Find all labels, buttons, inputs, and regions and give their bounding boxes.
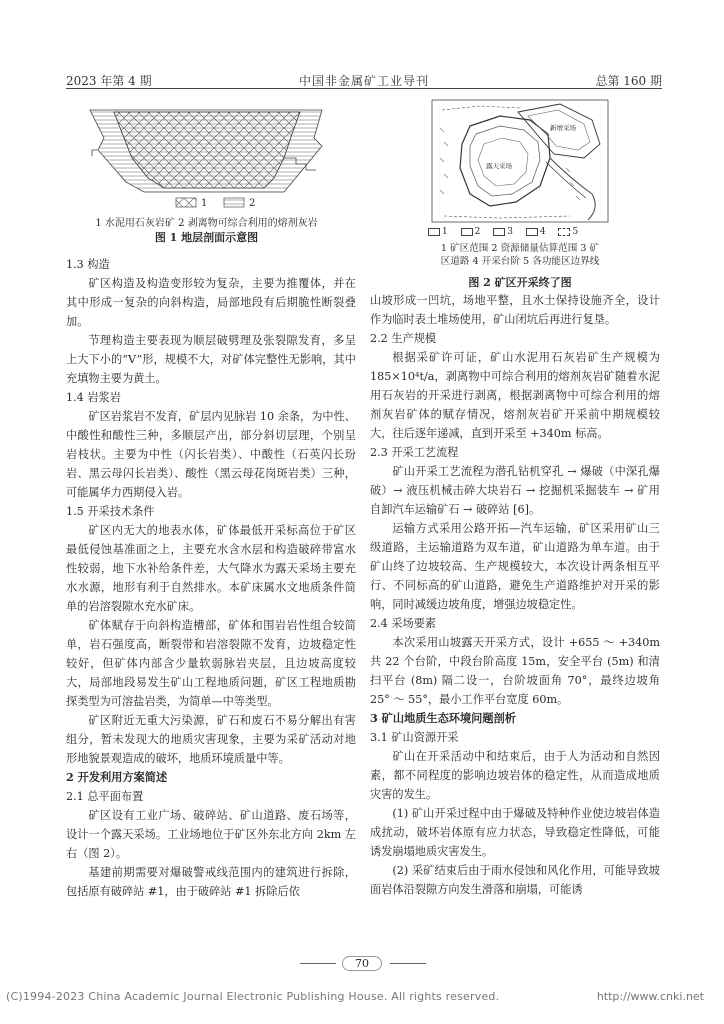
section-heading: 3 矿山地质生态环境问题剖析 (370, 711, 516, 725)
page-number: 70 (342, 956, 382, 971)
paragraph: 根据采矿许可证，矿山水泥用石灰岩矿生产规模为 185×10⁴t/a，剥离物中可综合利用的熔剂灰岩矿随着水泥用石灰岩的开采进行剥离，根据剥离物中可综合利用的熔剂灰岩矿体的赋存情况，熔剂灰岩矿开采前中期规模较大，往后逐年递减，直到开采至 +340m 标高。 (370, 351, 660, 440)
paragraph: 矿区附近无重大污染源，矿石和废石不易分解出有害组分，暂未发现大的地质灾害现象，主要为采矿活动对地形地貌景观造成的破坏，地质环境质量中等。 (66, 714, 356, 765)
figure-2-subcaption-line: 1 矿区范围 2 资源储量估算范围 3 矿 (440, 243, 600, 254)
legend-swatch (558, 228, 570, 236)
copyright-notice: (C)1994-2023 China Academic Journal Electronic Publishing House. All rights reserved. (6, 990, 500, 1003)
legend-swatch (428, 228, 440, 236)
page-number-wrap (0, 956, 724, 971)
figure-2 (420, 98, 620, 293)
header-rule (66, 88, 662, 89)
section-heading: 2.3 开采工艺流程 (370, 446, 459, 459)
legend-label: 2 (474, 227, 481, 237)
journal-title: 中国非金属矿工业导刊 (298, 74, 429, 88)
left-column (66, 255, 356, 901)
section-heading: 2.2 生产规模 (370, 332, 437, 345)
section-heading: 2.1 总平面布置 (66, 790, 144, 803)
stratigraphic-section-drawing (84, 98, 329, 208)
paragraph: 基建前期需要对爆破警戒线范围内的建筑进行拆除，包括原有破碎站 #1，由于破碎站 #1 拆除后依 (66, 866, 356, 898)
legend-label: 1 (201, 198, 208, 209)
paragraph: 运输方式采用公路开拓—汽车运输，矿区采用矿山三级道路，主运输道路为双车道，矿山道路为单车道。由于矿山终了边坡较高、生产规模较大，本次设计两条相互平行、不同标高的矿山道路，避免生产道路维护对开采的影响，同时减缓边坡角度，增强边坡稳定性。 (370, 522, 660, 611)
paragraph: 矿区内无大的地表水体，矿体最低开采标高位于矿区最低侵蚀基准面之上，主要充水含水层和构造破碎带富水性较弱，地下水补给条件差，大气降水为露天采场主要充水水源，地形有利于自然排水。本矿床属水文地质条件简单的岩溶裂隙水充水矿床。 (66, 524, 356, 613)
paragraph: 矿区构造及构造变形较为复杂，主要为推覆体，并在其中形成一复杂的向斜构造，局部地段有后期脆性断裂叠加。 (66, 277, 356, 328)
paragraph: 山坡形成一凹坑，场地平整，且水土保持设施齐全，设计作为临时表土堆场使用，矿山闭坑后再进行复垦。 (370, 294, 660, 326)
paragraph: 矿体赋存于向斜构造槽部，矿体和围岩岩性组合较简单，岩石强度高，断裂带和岩溶裂隙不发育，边坡稳定性较好，但矿体内部含少量软弱脉岩夹层，且边坡高度较大，局部地段易发生矿山工程地质问题，矿区工程地质勘探类型为可溶盐岩类，为简单—中等类型。 (66, 619, 356, 708)
paragraph: (1) 矿山开采过程中由于爆破及特种作业使边坡岩体造成扰动，破坏岩体原有应力状态，导致稳定性降低，可能诱发崩塌地质灾害发生。 (370, 807, 660, 858)
issue-label: 2023 年第 4 期 (66, 74, 152, 88)
section-heading: 1.4 岩浆岩 (66, 391, 121, 404)
map-label-open-pit: 露天采场 (486, 162, 512, 170)
section-heading: 2 开发利用方案简述 (66, 770, 168, 784)
legend-swatch (461, 228, 473, 236)
section-heading: 3.1 矿山资源开采 (370, 731, 459, 744)
legend-swatch (493, 228, 505, 236)
right-column (370, 291, 660, 899)
paragraph: 矿区岩浆岩不发育，矿层内见脉岩 10 余条，为中性、中酸性和酸性三种，多顺层产出，部分斜切层理，个别呈岩枝状。主要为中性（闪长岩类）、中酸性（石英闪长玢岩、黑云母闪长岩类）、酸性（黑云母花岗斑岩类）三种，可能属华力西期侵入岩。 (66, 410, 356, 499)
figure-2-legend (428, 227, 578, 237)
paragraph: (2) 采矿结束后由于雨水侵蚀和风化作用，可能导致坡面岩体沿裂隙方向发生滑落和崩塌，可能诱 (370, 864, 660, 896)
paragraph: 矿山在开采活动中和结束后，由于人为活动和自然因素，都不同程度的影响边坡岩体的稳定性，从而造成地质灾害的发生。 (370, 750, 660, 801)
paragraph: 矿山开采工艺流程为潜孔钻机穿孔 → 爆破（中深孔爆破）→ 液压机械击碎大块岩石 → 挖掘机采掘装车 → 矿用自卸汽车运输矿石 → 破碎站 [6]。 (370, 465, 660, 516)
figure-1-caption: 图 1 地层剖面示意图 (154, 231, 259, 244)
legend-swatch (526, 228, 538, 236)
running-header (66, 72, 662, 88)
legend-label: 4 (539, 227, 546, 237)
legend-label: 1 (442, 227, 448, 237)
paragraph: 本次采用山坡露天开采方式，设计 +655 ～ +340m 共 22 个台阶，中段台阶高度 15m，安全平台 (5m) 和清扫平台 (8m) 隔二设一，台阶坡面角 70°，最终边坡角 25° ～ 55°，最小工作平台宽度 60m。 (370, 636, 660, 706)
figure-1-subcaption: 1 水泥用石灰岩矿 2 剥离物可综合利用的熔剂灰岩 (95, 218, 318, 229)
paragraph: 节理构造主要表现为顺层破劈理及张裂隙发育，多呈上大下小的“V”形，规模不大，对矿体完整性无影响，其中充填物主要为黄土。 (66, 334, 356, 385)
legend-label: 3 (507, 227, 513, 237)
figure-2-subcaption-line: 区道路 4 开采台阶 5 各功能区边界线 (440, 256, 600, 267)
map-label-new-pit: 新增采场 (550, 124, 576, 132)
legend-label: 5 (572, 227, 579, 237)
paragraph: 矿区设有工业广场、破碎站、矿山道路、废石场等，设计一个露天采场。工业场地位于矿区外东北方向 2km 左右（图 2）。 (66, 809, 356, 860)
legend-label: 2 (249, 198, 256, 209)
figure-2-subcaption (420, 242, 620, 268)
section-heading: 1.5 开采技术条件 (66, 505, 155, 518)
figure-1 (84, 98, 329, 243)
section-heading: 1.3 构造 (66, 258, 110, 271)
website-link[interactable]: http://www.cnki.net (596, 990, 704, 1003)
figure-2-caption: 图 2 矿区开采终了图 (468, 276, 572, 289)
total-issue-label: 总第 160 期 (595, 74, 662, 88)
section-heading: 2.4 采场要素 (370, 617, 437, 630)
mine-final-plan-map (420, 98, 620, 226)
